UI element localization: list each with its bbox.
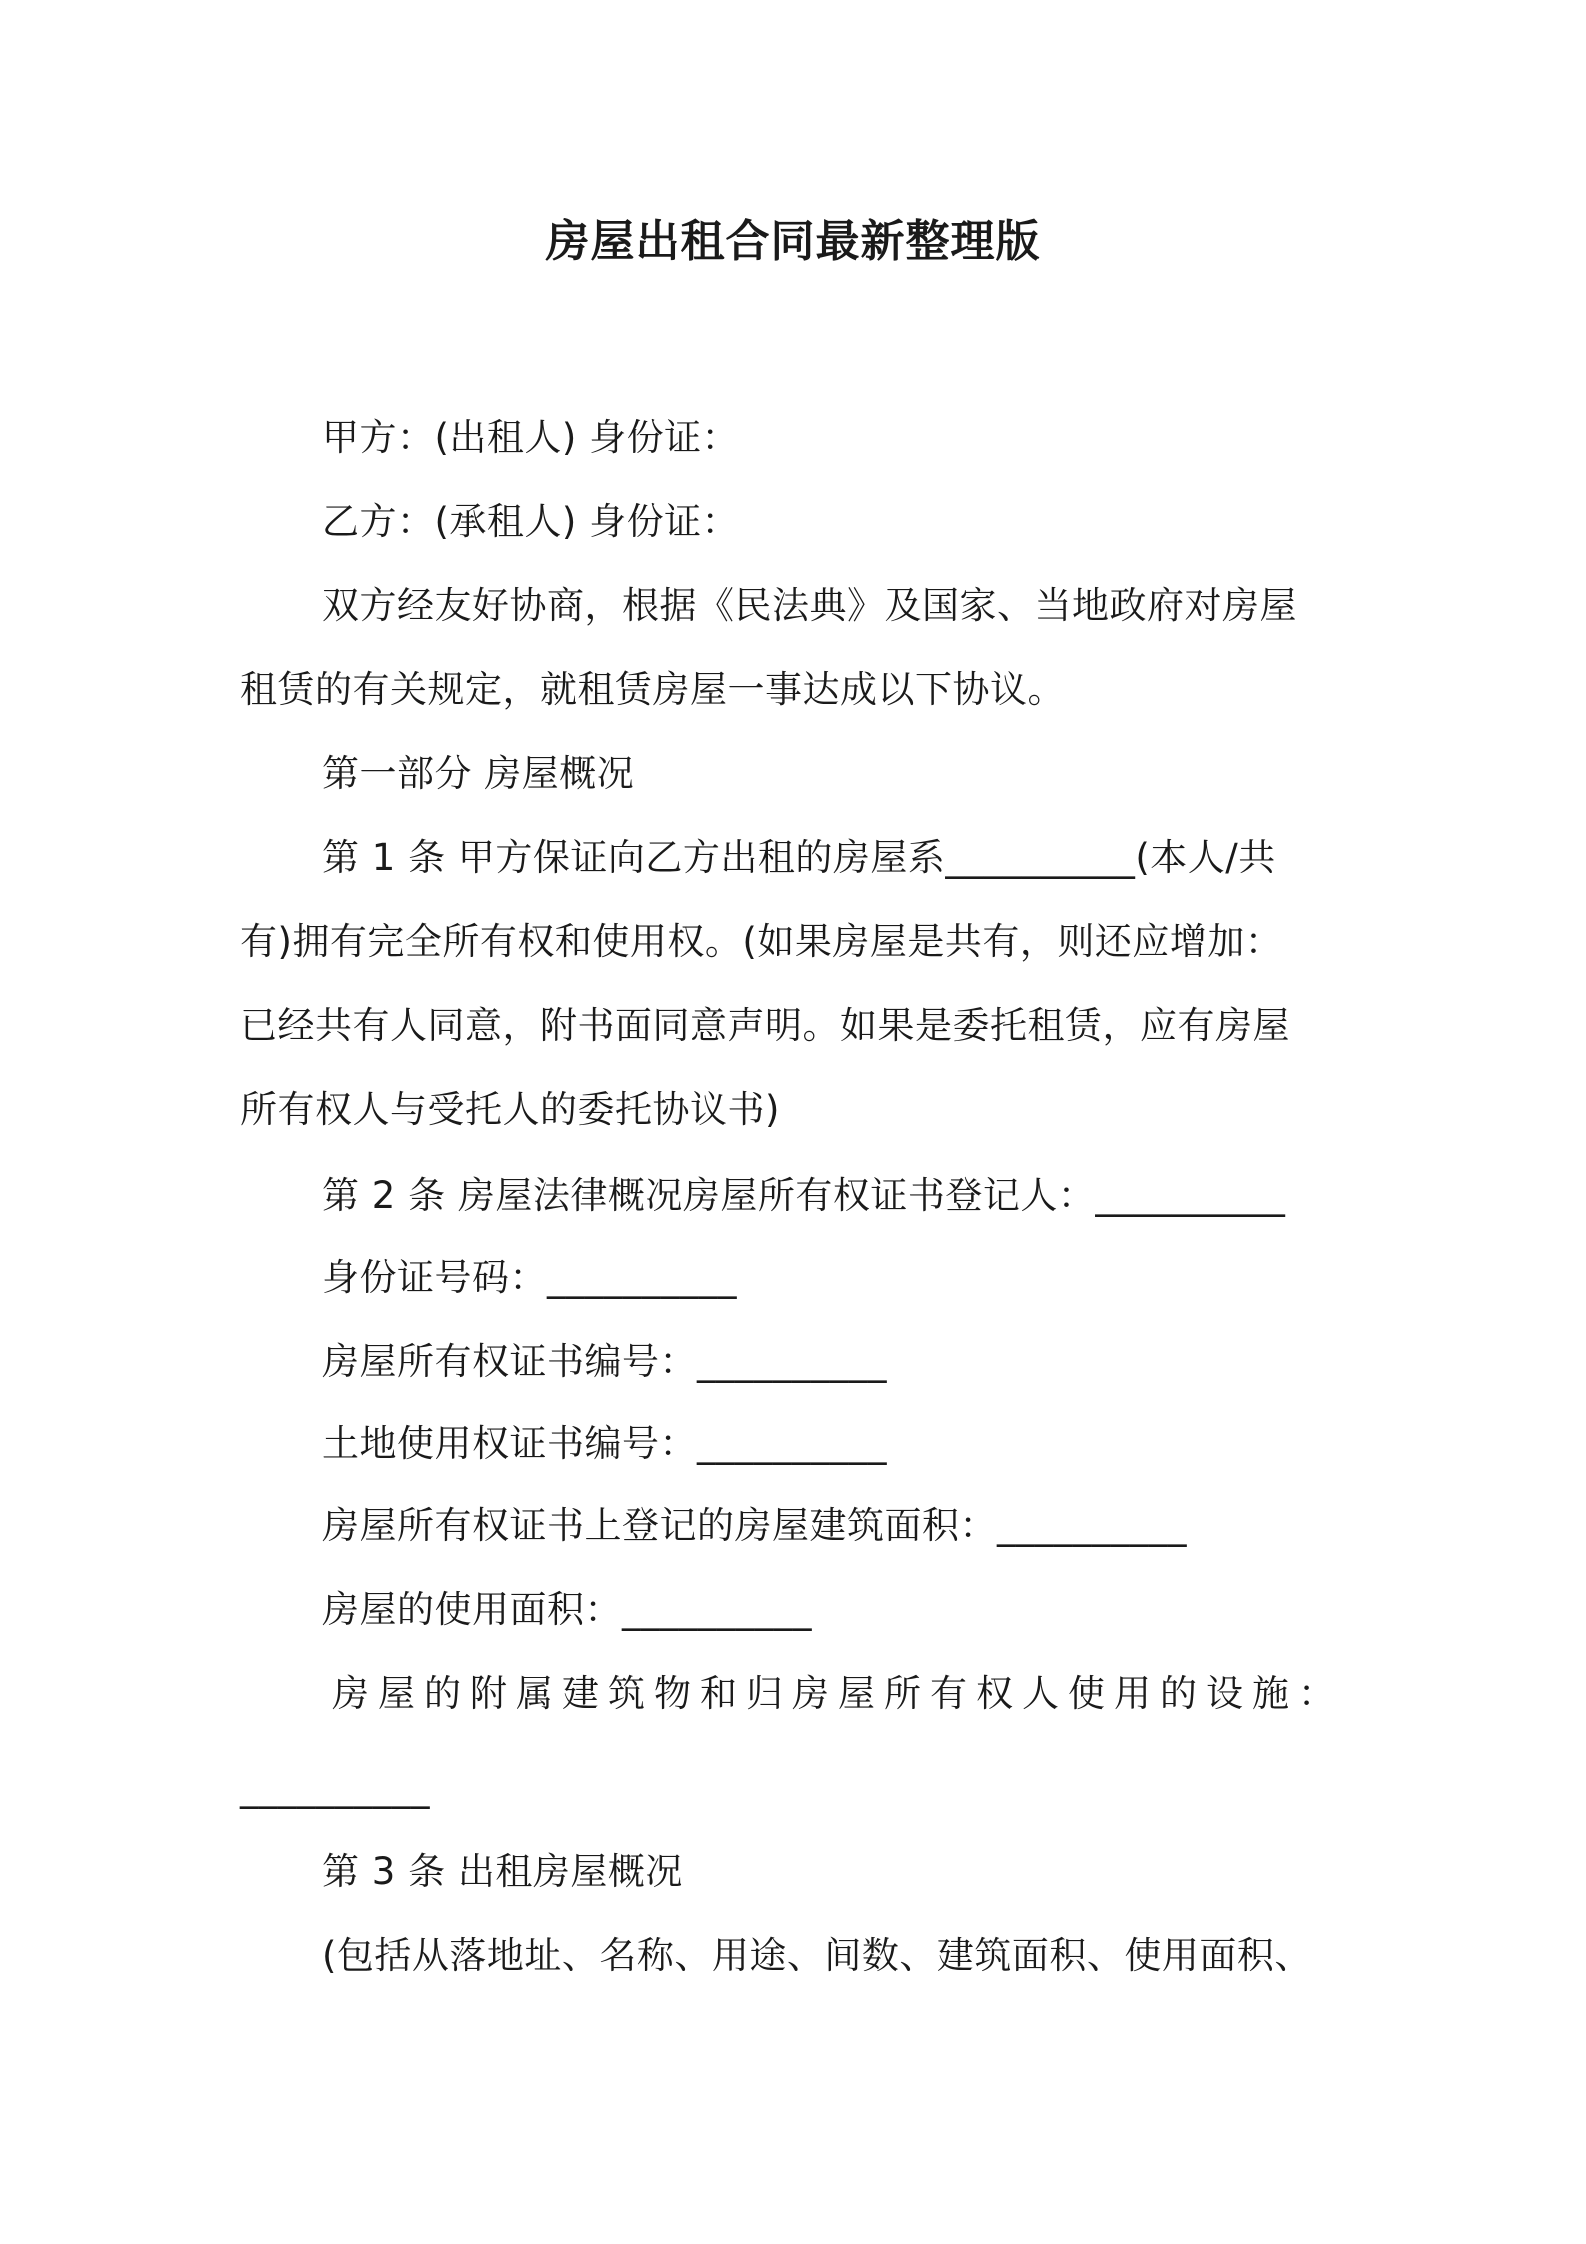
- usable-area-line: 房屋的使用面积：__________: [322, 1588, 812, 1631]
- facilities-line: 房屋的附属建筑物和归房屋所有权人使用的设施：: [332, 1672, 1344, 1715]
- article-1-line-4: 所有权人与受托人的委托协议书): [240, 1088, 780, 1131]
- ownership-cert-number-line: 房屋所有权证书编号：__________: [322, 1340, 887, 1383]
- section-heading-part-1: 第一部分 房屋概况: [322, 752, 635, 795]
- preamble-line-2: 租赁的有关规定，就租赁房屋一事达成以下协议。: [240, 668, 1065, 711]
- land-use-cert-number-line: 土地使用权证书编号：__________: [322, 1422, 887, 1465]
- article-3-line-1: (包括从落地址、名称、用途、间数、建筑面积、使用面积、: [322, 1934, 1312, 1977]
- party-b-line: 乙方：(承租人) 身份证：: [322, 500, 740, 543]
- facilities-blank-line: __________: [240, 1766, 430, 1809]
- preamble-line-1: 双方经友好协商，根据《民法典》及国家、当地政府对房屋: [322, 584, 1297, 627]
- id-number-line: 身份证号码：__________: [322, 1256, 737, 1299]
- article-3-heading: 第 3 条 出租房屋概况: [322, 1850, 683, 1893]
- article-1-line-1: 第 1 条 甲方保证向乙方出租的房屋系__________(本人/共: [322, 836, 1276, 879]
- building-area-line: 房屋所有权证书上登记的房屋建筑面积：__________: [322, 1504, 1187, 1547]
- document-title: 房屋出租合同最新整理版: [545, 216, 1041, 267]
- party-a-line: 甲方：(出租人) 身份证：: [322, 416, 740, 459]
- article-1-line-2: 有)拥有完全所有权和使用权。(如果房屋是共有，则还应增加：: [240, 920, 1283, 963]
- article-1-line-3: 已经共有人同意，附书面同意声明。如果是委托租赁，应有房屋: [240, 1004, 1290, 1047]
- article-2-line-1: 第 2 条 房屋法律概况房屋所有权证书登记人：__________: [322, 1174, 1286, 1217]
